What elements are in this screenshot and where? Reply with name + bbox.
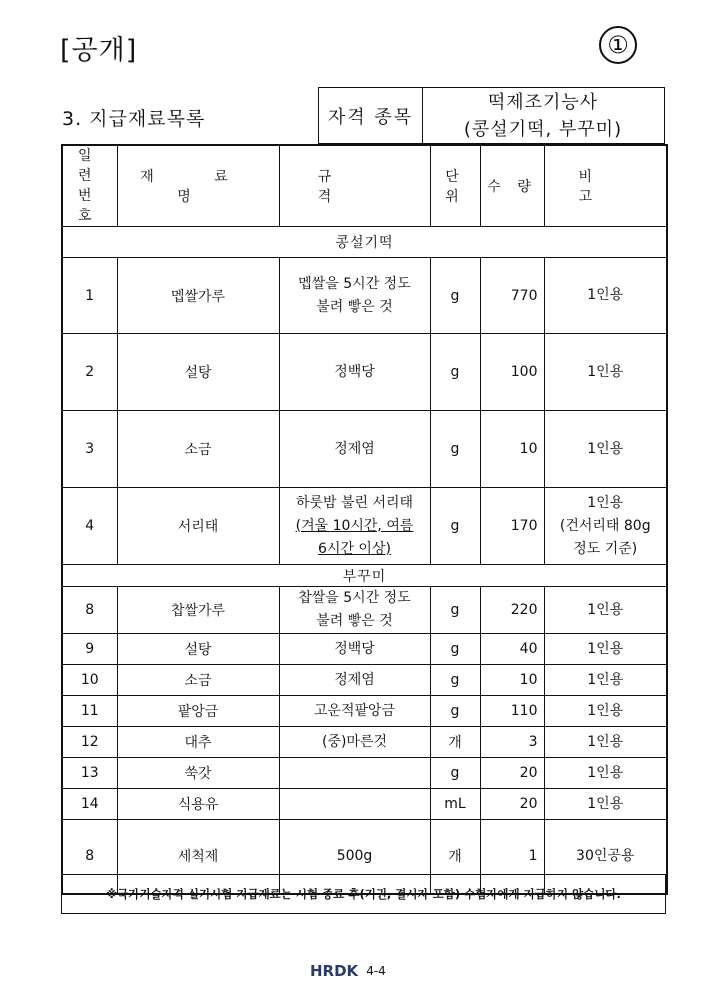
cell-spec (279, 411, 430, 488)
qualification-title: 떡제조기능사 (487, 91, 599, 113)
group-row (62, 227, 667, 258)
cell-qty: 170 (480, 488, 544, 565)
cell-note (544, 727, 667, 758)
cell-no: 8 (62, 587, 117, 634)
cell-name: 설탕 (117, 334, 279, 411)
cell-spec (279, 587, 430, 634)
cell-unit: g (430, 634, 480, 665)
spec-line: 불려 빻은 것 (316, 298, 393, 315)
cell-name: 설탕 (117, 634, 279, 665)
group-row (62, 565, 667, 587)
cell-name: 소금 (117, 665, 279, 696)
cell-unit: 개 (430, 820, 480, 894)
cell-name: 세척제 (117, 820, 279, 894)
cell-name: 서리태 (117, 488, 279, 565)
spec-line: 불려 빻은 것 (316, 613, 393, 629)
cell-no: 3 (62, 411, 117, 488)
cell-no: 1 (62, 258, 117, 334)
table-row (62, 258, 667, 334)
header-spec: 규 격 (279, 145, 430, 227)
cell-name: 쑥갓 (117, 758, 279, 789)
cell-unit: 개 (430, 727, 480, 758)
cell-no: 11 (62, 696, 117, 727)
cell-unit: g (430, 258, 480, 334)
cell-note (544, 634, 667, 665)
cell-name: 찹쌀가루 (117, 587, 279, 634)
qualification-subtitle: (콩설기떡, 부꾸미) (463, 118, 623, 140)
cell-qty: 10 (480, 411, 544, 488)
cell-note (544, 696, 667, 727)
cell-no: 4 (62, 488, 117, 565)
spec-line: 정제염 (334, 671, 375, 688)
cell-note (544, 411, 667, 488)
public-label: [공개] (60, 35, 138, 66)
spec-line: 하룻밤 불린 서리태 (295, 494, 414, 511)
cell-qty: 1 (480, 820, 544, 894)
cell-name: 멥쌀가루 (117, 258, 279, 334)
table-row (62, 634, 667, 665)
header-qty: 수 량 (480, 145, 544, 227)
header-serial: 일 련 번 호 (62, 145, 117, 227)
cell-spec (279, 789, 430, 820)
table-row (62, 758, 667, 789)
cell-name: 식용유 (117, 789, 279, 820)
spec-line: 6시간 이상) (318, 540, 391, 557)
qualification-value (422, 88, 664, 143)
table-row (62, 587, 667, 634)
spec-line: (중)마른것 (321, 733, 388, 750)
group-title: 콩설기떡 (62, 227, 667, 258)
cell-qty: 3 (480, 727, 544, 758)
spec-line: 정제염 (334, 440, 375, 457)
cell-no: 9 (62, 634, 117, 665)
hrdk-logo: HRDK (310, 962, 359, 980)
cell-unit: g (430, 696, 480, 727)
cell-unit: mL (430, 789, 480, 820)
cell-no: 2 (62, 334, 117, 411)
note-line: 1인용 (587, 733, 624, 750)
section-title: 3. 지급재료목록 (62, 108, 206, 130)
cell-spec (279, 334, 430, 411)
cell-qty: 10 (480, 665, 544, 696)
note-line: 1인용 (587, 494, 624, 511)
cell-qty: 20 (480, 789, 544, 820)
spec-line: (겨울 10시간, 여름 (295, 517, 414, 534)
cell-spec (279, 634, 430, 665)
note-line: 1인용 (587, 363, 624, 380)
table-row (62, 696, 667, 727)
cell-qty: 40 (480, 634, 544, 665)
materials-table (61, 144, 668, 895)
header-name: 재 료 명 (117, 145, 279, 227)
cell-spec (279, 258, 430, 334)
qualification-box (318, 87, 665, 144)
cell-no: 12 (62, 727, 117, 758)
spec-line: 고운적팥앙금 (313, 702, 396, 719)
cell-note (544, 334, 667, 411)
table-row (62, 789, 667, 820)
cell-name: 팥앙금 (117, 696, 279, 727)
cell-note (544, 789, 667, 820)
note-line: 30인공용 (576, 847, 635, 864)
header-unit: 단 위 (430, 145, 480, 227)
note-line: 1인용 (587, 640, 624, 657)
cell-unit: g (430, 665, 480, 696)
table-row (62, 411, 667, 488)
note-line: 1인용 (587, 795, 624, 812)
cell-qty: 110 (480, 696, 544, 727)
note-line: 1인용 (587, 287, 624, 303)
cell-name: 대추 (117, 727, 279, 758)
table-row (62, 727, 667, 758)
cell-unit: g (430, 488, 480, 565)
cell-unit: g (430, 334, 480, 411)
cell-no: 14 (62, 789, 117, 820)
spec-line: 멥쌀을 5시간 정도 (298, 275, 411, 292)
cell-note (544, 587, 667, 634)
cell-spec (279, 758, 430, 789)
qualification-label: 자격 종목 (319, 88, 423, 143)
notice: ※국가기술자격 실기시험 지급재료는 시험 종료 후(기권, 결시자 포함) 수험자에게 지급하지 않습니다. (61, 874, 666, 914)
spec-line: 찹쌀을 5시간 정도 (298, 590, 411, 606)
table-header-row (62, 145, 667, 227)
note-line: 1인용 (587, 601, 624, 618)
spec-line: 정백당 (334, 363, 375, 380)
note-line: 1인용 (587, 440, 624, 457)
cell-spec (279, 665, 430, 696)
cell-no: 13 (62, 758, 117, 789)
cell-qty: 220 (480, 587, 544, 634)
cell-note (544, 488, 667, 565)
footer (310, 962, 386, 980)
cell-spec (279, 488, 430, 565)
note-line: (건서리태 80g (559, 517, 651, 534)
page-mark: ① (599, 26, 637, 64)
table-row (62, 665, 667, 696)
cell-no: 10 (62, 665, 117, 696)
table-row (62, 334, 667, 411)
cell-note (544, 758, 667, 789)
group-title: 부꾸미 (62, 565, 667, 587)
cell-note (544, 665, 667, 696)
note-line: 1인용 (587, 671, 624, 688)
cell-qty: 100 (480, 334, 544, 411)
spec-line: 500g (336, 847, 373, 864)
cell-note (544, 258, 667, 334)
note-line: 정도 기준) (573, 540, 638, 557)
cell-unit: g (430, 758, 480, 789)
cell-unit: g (430, 411, 480, 488)
cell-name: 소금 (117, 411, 279, 488)
cell-unit: g (430, 587, 480, 634)
cell-no: 8 (62, 820, 117, 894)
header-note: 비 고 (544, 145, 667, 227)
spec-line: 정백당 (334, 640, 375, 657)
cell-qty: 20 (480, 758, 544, 789)
table-row (62, 488, 667, 565)
cell-spec (279, 727, 430, 758)
cell-spec (279, 696, 430, 727)
note-line: 1인용 (587, 764, 624, 781)
note-line: 1인용 (587, 702, 624, 719)
page-number: 4-4 (366, 964, 386, 978)
cell-qty: 770 (480, 258, 544, 334)
